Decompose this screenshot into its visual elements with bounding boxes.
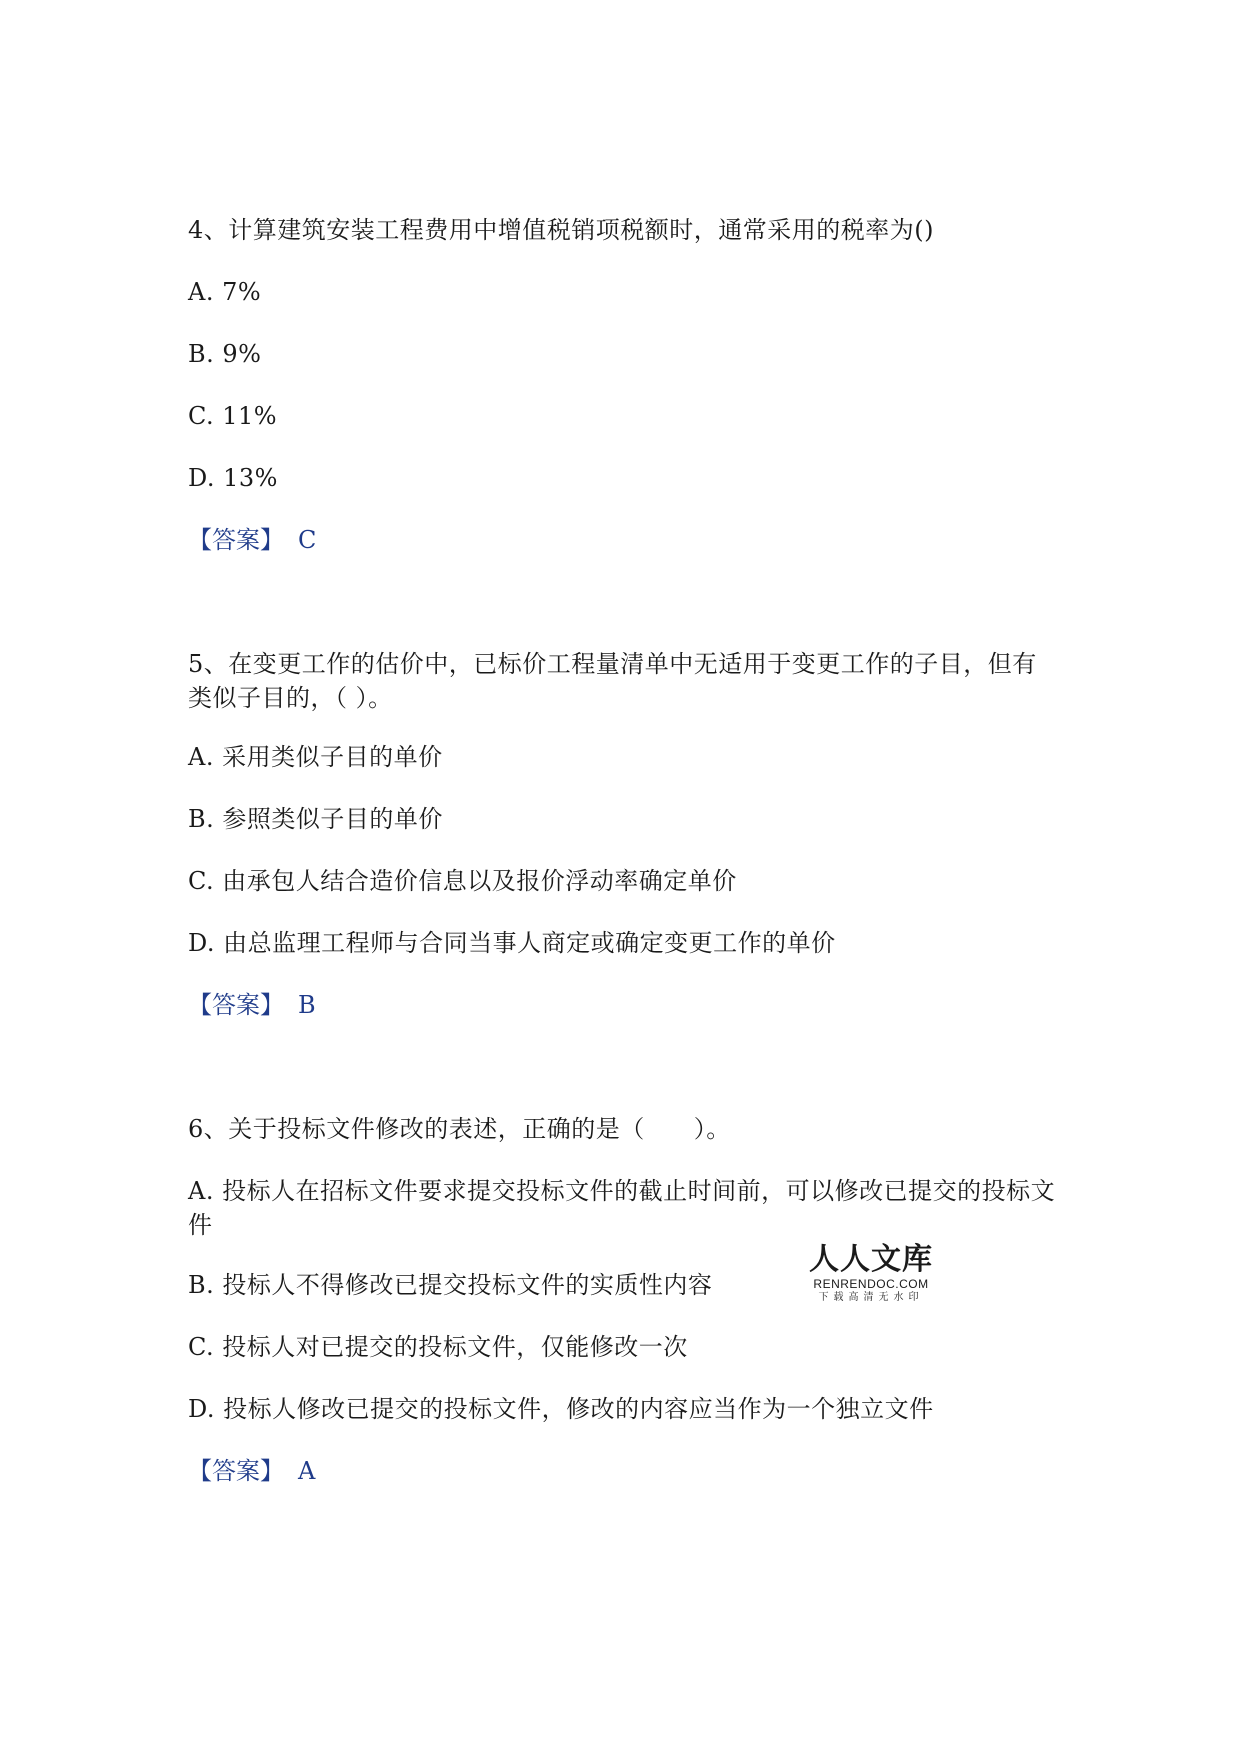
answer-label: 【答案】 (188, 1457, 284, 1485)
question-5-option-a: A. 采用类似子目的单价 (188, 743, 443, 771)
watermark-title: 人人文库 (809, 1242, 933, 1277)
answer-value: A (298, 1457, 316, 1485)
question-6-option-a: A. 投标人在招标文件要求提交投标文件的截止时间前，可以修改已提交的投标文件 (188, 1177, 1056, 1239)
question-4-answer (188, 523, 316, 557)
question-5-answer (188, 988, 316, 1022)
question-4-option-c: C. 11% (188, 402, 278, 430)
question-6-answer (188, 1454, 315, 1488)
question-4-option-a: A. 7% (188, 278, 262, 306)
question-6-option-c: C. 投标人对已提交的投标文件，仅能修改一次 (188, 1333, 688, 1361)
question-5-option-d: D. 由总监理工程师与合同当事人商定或确定变更工作的单价 (188, 929, 836, 957)
renrendoc-watermark (806, 1243, 936, 1305)
question-5-option-b: B. 参照类似子目的单价 (188, 805, 443, 833)
question-4-option-d: D. 13% (188, 464, 278, 492)
question-5-stem: 5、在变更工作的估价中，已标价工程量清单中无适用于变更工作的子目，但有类似子目的，（ ）。 (188, 650, 1037, 712)
question-6-option-b: B. 投标人不得修改已提交投标文件的实质性内容 (188, 1271, 713, 1299)
question-5-option-c: C. 由承包人结合造价信息以及报价浮动率确定单价 (188, 867, 737, 895)
watermark-url: RENRENDOC.COM (813, 1277, 929, 1291)
answer-label: 【答案】 (188, 991, 284, 1019)
question-6-option-d: D. 投标人修改已提交的投标文件，修改的内容应当作为一个独立文件 (188, 1395, 934, 1423)
question-4-option-b: B. 9% (188, 340, 262, 368)
question-4-stem: 4、计算建筑安装工程费用中增值税销项税额时，通常采用的税率为() (188, 216, 934, 244)
answer-label: 【答案】 (188, 526, 284, 554)
answer-value: B (298, 991, 316, 1019)
question-6-stem: 6、关于投标文件修改的表述，正确的是（ ）。 (188, 1115, 731, 1143)
watermark-subtitle: 下载高清无水印 (818, 1292, 924, 1303)
answer-value: C (298, 526, 317, 554)
